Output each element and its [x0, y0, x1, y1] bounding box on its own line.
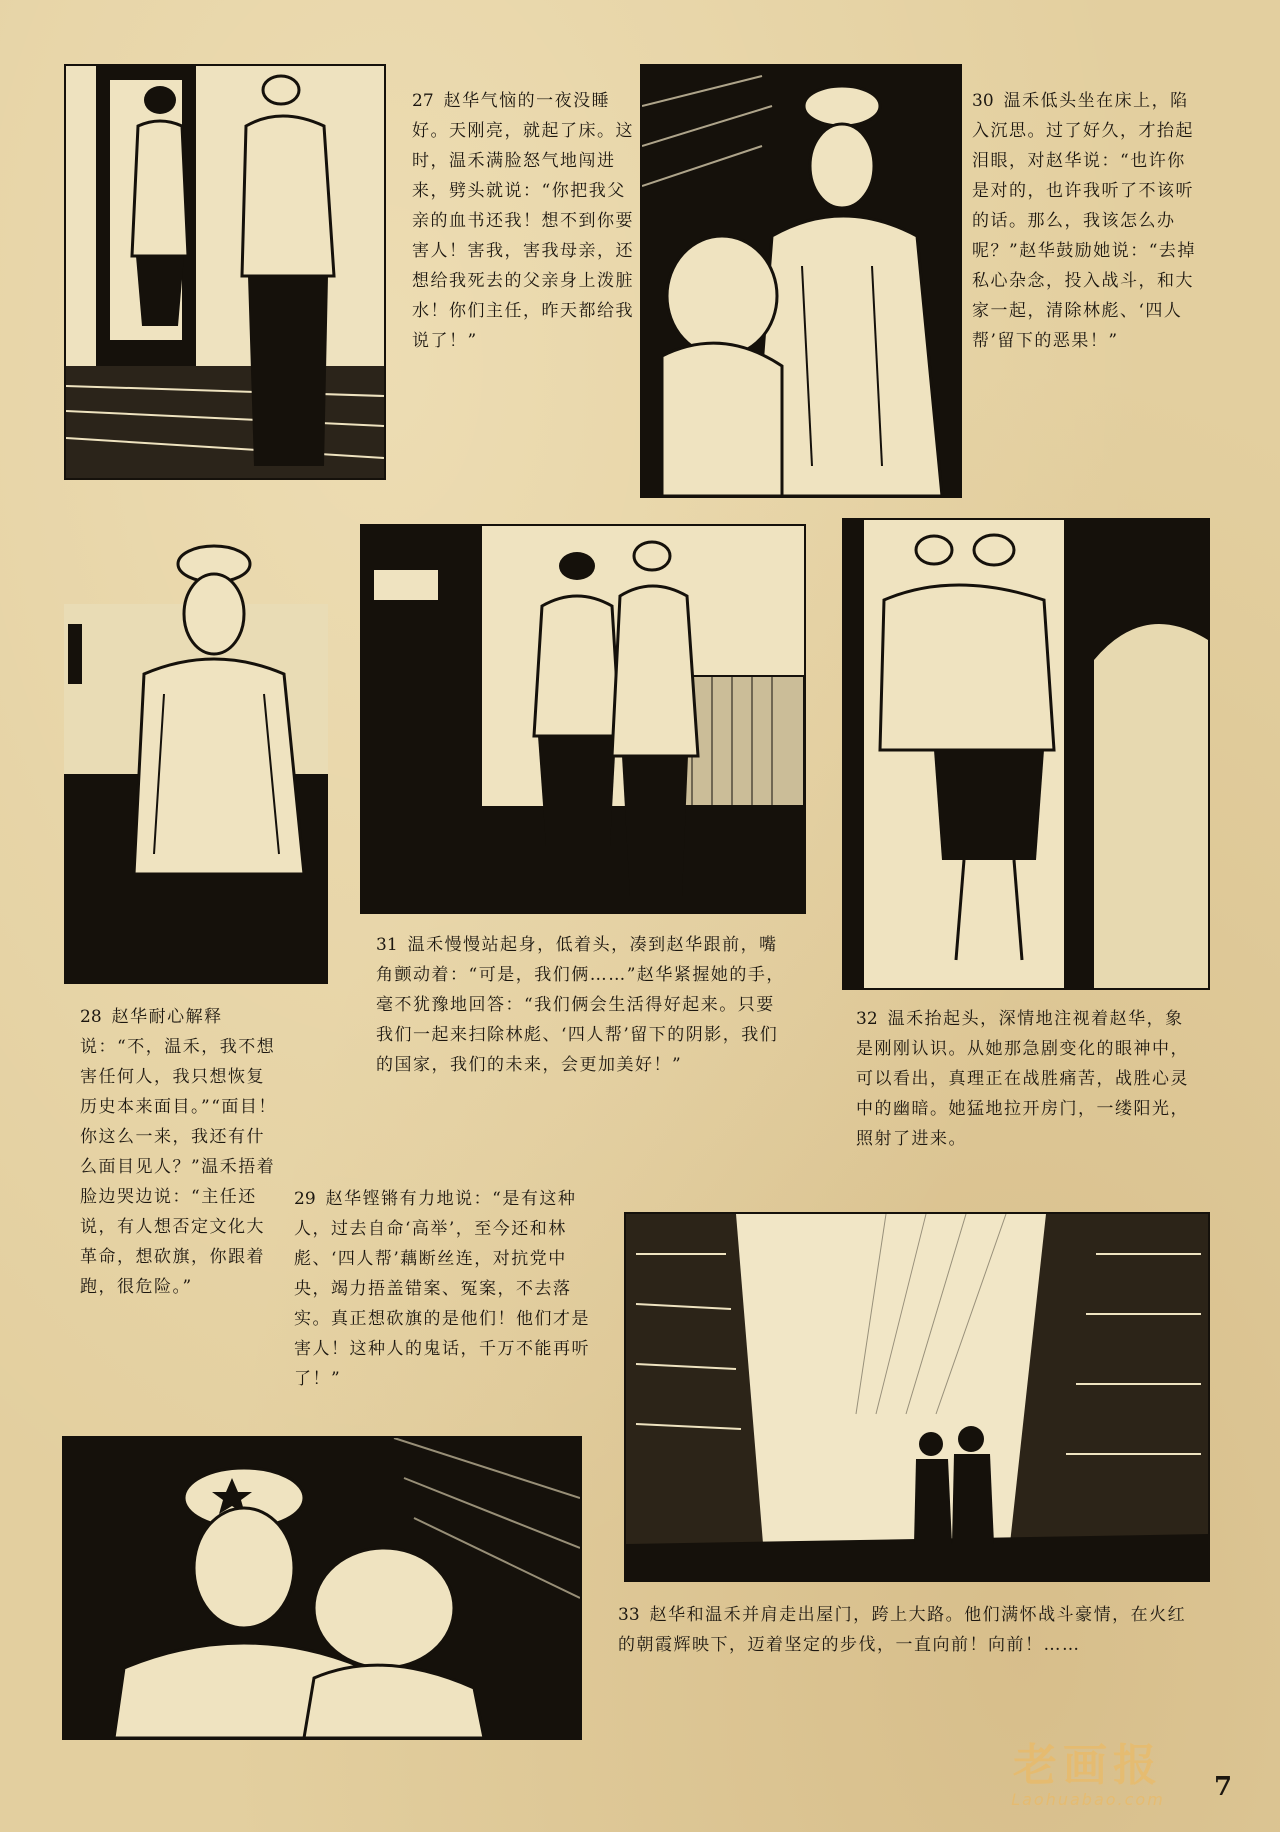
panel-number-28: 28	[80, 1007, 102, 1027]
panel-number-33: 33	[618, 1605, 640, 1625]
caption-33	[618, 1600, 1198, 1660]
caption-27	[412, 86, 638, 356]
illustration-33-art	[626, 1214, 1208, 1580]
panel-number-29: 29	[294, 1189, 316, 1209]
panel-number-27: 27	[412, 91, 434, 111]
illustration-panel-31	[360, 524, 806, 914]
illustration-31-art	[362, 526, 804, 912]
caption-text-32: 温禾抬起头，深情地注视着赵华，象是刚刚认识。从她那急剧变化的眼神中，可以看出，真理正在战胜痛苦，战胜心灵中的幽暗。她猛地拉开房门，一缕阳光，照射了进来。	[856, 1009, 1189, 1149]
illustration-30-art	[642, 66, 960, 496]
illustration-panel-27	[64, 64, 386, 480]
watermark-title: 老画报	[1013, 1740, 1163, 1791]
illustration-27-art	[66, 66, 384, 478]
page-number: 7	[1214, 1772, 1233, 1802]
caption-text-30: 温禾低头坐在床上，陷入沉思。过了好久，才抬起泪眼，对赵华说：“也许你是对的，也许我听了不该听的话。那么，我该怎么办呢？”赵华鼓励她说：“去掉私心杂念，投入战斗，和大家一起，清除林彪、‘四人帮’留下的恶果！”	[972, 91, 1196, 351]
caption-text-31: 温禾慢慢站起身，低着头，凑到赵华跟前，嘴角颤动着：“可是，我们俩……”赵华紧握她的手，毫不犹豫地回答：“我们俩会生活得好起来。只要我们一起来扫除林彪、‘四人帮’留下的阴影，我们的国家，我们的未来，会更加美好！”	[376, 935, 785, 1075]
watermark-url: Laohuabao.com	[1011, 1790, 1165, 1809]
illustration-panel-bottom-left	[62, 1436, 582, 1740]
caption-text-33: 赵华和温禾并肩走出屋门，跨上大路。他们满怀战斗豪情，在火红的朝霞辉映下，迈着坚定的步伐，一直向前！向前！……	[618, 1605, 1187, 1655]
panel-number-31: 31	[376, 935, 398, 955]
caption-32	[856, 1004, 1200, 1154]
illustration-32-art	[844, 520, 1208, 988]
watermark	[958, 1742, 1218, 1809]
caption-text-28: 赵华耐心解释说：“不，温禾，我不想害任何人，我只想恢复历史本来面目。”“面目！你这么一来，我还有什么面目见人？”温禾捂着脸边哭边说：“主任还说，有人想否定文化大革命，想砍旗，你跟着跑，很危险。”	[80, 1007, 277, 1297]
caption-29	[294, 1184, 596, 1394]
illustration-bottom-left-art	[64, 1438, 580, 1738]
illustration-panel-32	[842, 518, 1210, 990]
illustration-panel-30	[640, 64, 962, 498]
caption-text-27: 赵华气恼的一夜没睡好。天刚亮，就起了床。这时，温禾满脸怒气地闯进来，劈头就说：“你把我父亲的血书还我！想不到你要害人！害我，害我母亲，还想给我死去的父亲身上泼脏水！你们主任，昨天都给我说了！”	[412, 91, 634, 351]
illustration-28-art	[64, 524, 328, 984]
illustration-panel-28	[64, 524, 328, 984]
panel-number-30: 30	[972, 91, 994, 111]
caption-30	[972, 86, 1200, 356]
caption-31	[376, 930, 788, 1080]
panel-number-32: 32	[856, 1009, 878, 1029]
illustration-panel-33	[624, 1212, 1210, 1582]
caption-28	[80, 1002, 282, 1302]
caption-text-29: 赵华铿锵有力地说：“是有这种人，过去自命‘高举’，至今还和林彪、‘四人帮’藕断丝连，对抗党中央，竭力捂盖错案、冤案，不去落实。真正想砍旗的是他们！他们才是害人！这种人的鬼话，千万不能再听了！”	[294, 1189, 590, 1389]
